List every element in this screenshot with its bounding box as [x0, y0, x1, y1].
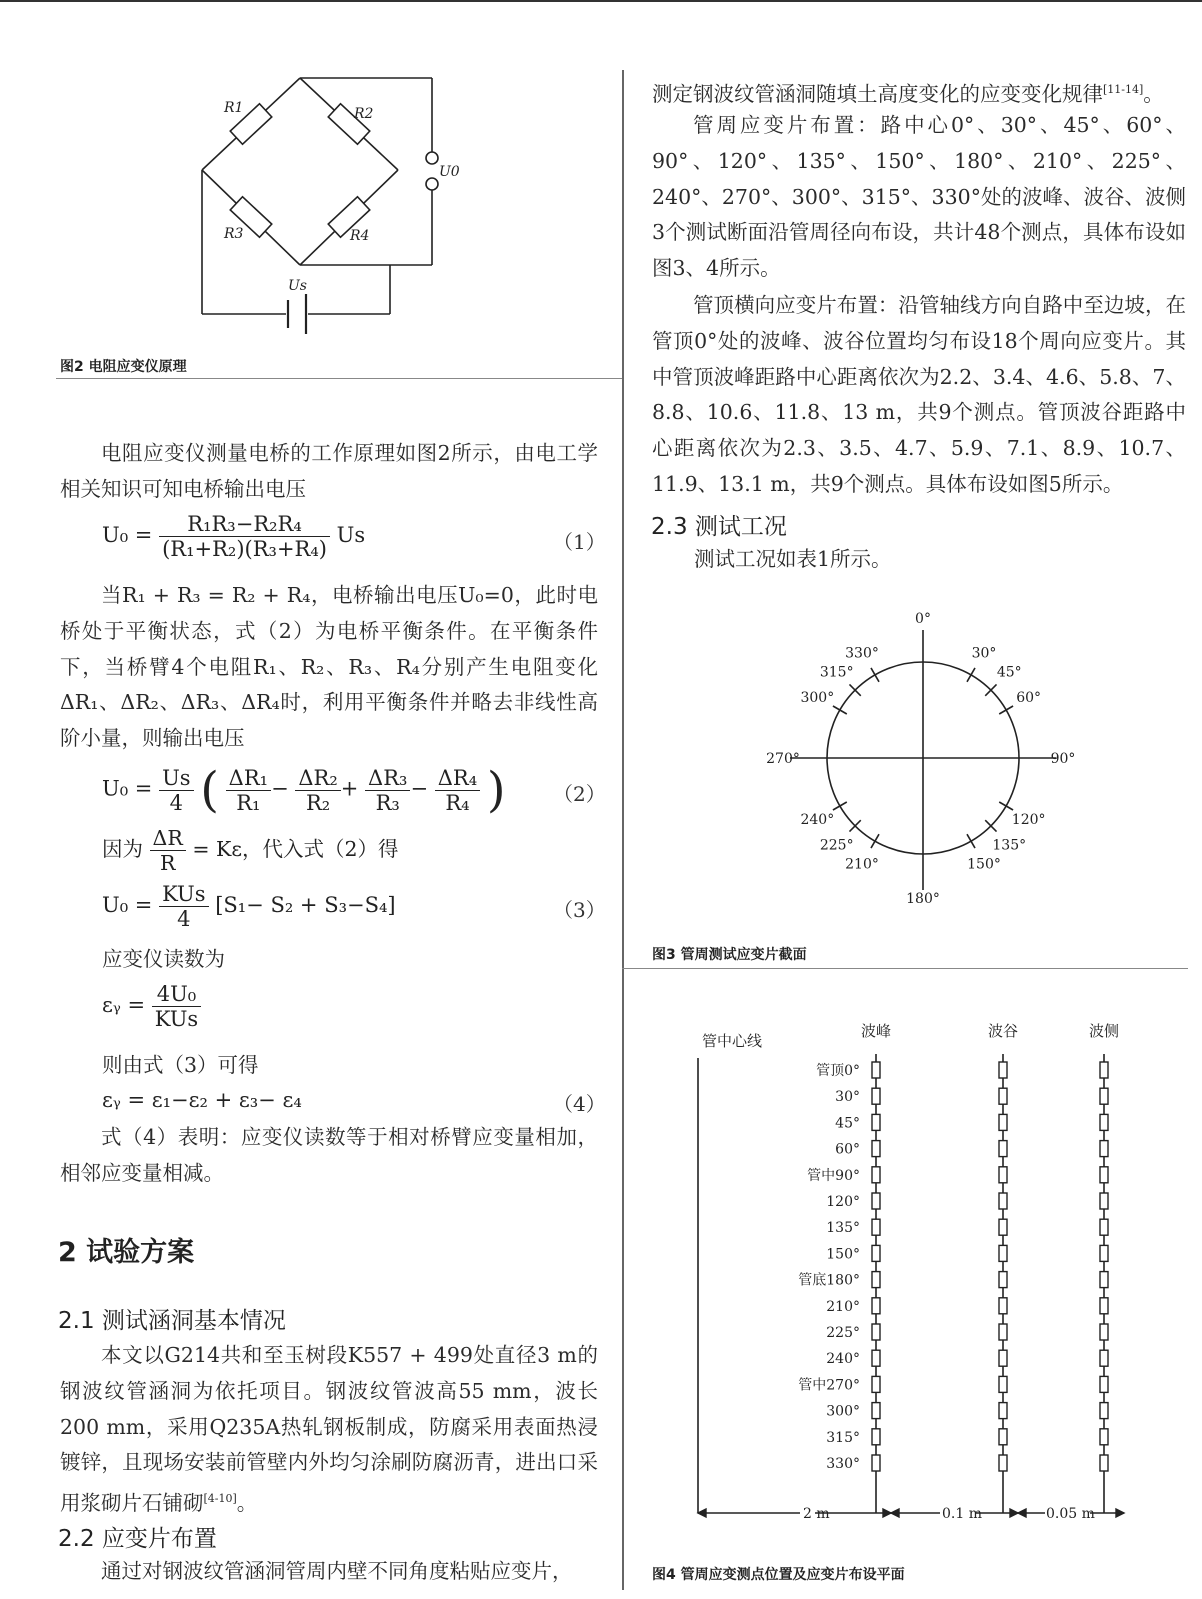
strain-gauge [872, 1429, 880, 1445]
strain-gauge [999, 1245, 1007, 1261]
angle-label: 90° [1050, 751, 1076, 767]
paragraph: 电阻应变仪测量电桥的工作原理如图2所示，由电工学相关知识可知电桥输出电压 [60, 441, 598, 501]
angle-label: 315° [819, 664, 854, 681]
gauge-tick [999, 706, 1013, 714]
row-label: 管底180° [798, 1272, 860, 1289]
strain-gauge [872, 1245, 880, 1261]
gauge-tick [967, 834, 975, 848]
because-line: 因为 $\frac{\Delta R}{R}$ = Kε，代入式（2）得 [102, 826, 399, 875]
label-r1: R1 [224, 100, 244, 116]
row-label: 150° [826, 1246, 860, 1263]
strain-gauge [1100, 1298, 1108, 1314]
label-r2: R2 [354, 106, 374, 122]
angle-label: 120° [1011, 812, 1046, 828]
label-r3: R3 [224, 226, 244, 242]
row-label: 300° [826, 1403, 860, 1420]
equation-3-number: （3） [553, 898, 606, 922]
strain-gauge [999, 1376, 1007, 1392]
angle-label: 0° [915, 611, 931, 627]
strain-gauge [872, 1141, 880, 1157]
angle-label: 60° [1016, 690, 1042, 706]
strain-gauge [999, 1429, 1007, 1445]
column-header: 波侧 [1088, 1022, 1120, 1040]
strain-gauge [872, 1088, 880, 1104]
strain-gauge [872, 1272, 880, 1288]
dim-0.1m: 0.1 m [942, 1506, 982, 1520]
row-label: 120° [826, 1194, 860, 1210]
subsection-heading-2-3: 2.3 测试工况 [651, 514, 787, 540]
row-label: 管中270° [798, 1377, 860, 1394]
figure-4-gauge-layout [680, 1020, 1180, 1520]
strain-gauge [1100, 1324, 1108, 1340]
axis-label: 管中心线 [702, 1032, 763, 1050]
strain-gauge [1100, 1429, 1108, 1445]
strain-gauge [872, 1219, 880, 1235]
strain-gauge [999, 1141, 1007, 1157]
figure-3-rule [622, 968, 1188, 969]
strain-gauge [872, 1167, 880, 1183]
angle-label: 240° [800, 812, 835, 828]
paragraph: 通过对钢波纹管涵洞管周内壁不同角度粘贴应变片， [101, 1559, 573, 1583]
row-label: 135° [826, 1220, 860, 1237]
paragraph: 当R₁ + R₃ = R₂ + R₄，电桥输出电压U₀=0，此时电桥处于平衡状态，式（2）为电桥平衡条件。在平衡条件下，当桥臂4个电阻R₁、R₂、R₃、R₄分别产生电阻变化ΔR₁、ΔR₂、ΔR₃、ΔR₄时，利用平衡条件并略去非线性高阶小量，则输出电压 [60, 583, 598, 751]
row-label: 240° [826, 1351, 860, 1368]
strain-gauge [999, 1193, 1007, 1209]
figure-3-strain-gauge-section [760, 610, 1100, 910]
row-label: 管顶0° [816, 1063, 860, 1079]
paragraph: 则由式（3）可得 [102, 1053, 259, 1077]
strain-gauge [872, 1062, 880, 1078]
row-label: 45° [835, 1115, 860, 1132]
strain-gauge [999, 1350, 1007, 1366]
strain-gauge [872, 1403, 880, 1419]
row-label: 管中90° [807, 1167, 860, 1184]
column-header: 波谷 [987, 1022, 1019, 1040]
figure-2-bridge-circuit [190, 70, 460, 350]
dim-2m: 2 m [803, 1506, 830, 1520]
paragraph: 管周应变片布置：路中心0°、30°、45°、60°、90°、120°、135°、150°、180°、210°、225°、240°、270°、300°、315°、330°处的波峰、波谷、波侧3个测试断面沿管周径向布设，共计48个测点，具体布设如图3、4所示。 [652, 113, 1186, 281]
figure-4-caption: 图4 管周应变测点位置及应变片布设平面 [652, 1567, 905, 1583]
strain-gauge [872, 1324, 880, 1340]
equation-2: U₀ = $\frac{Us}{4}$ ( $\frac{\text{ΔR₁}}{\text{R₁}}$ − $\frac{\text{ΔR₂}}{\text{R₂}}$ + $\frac{\text{ΔR₃}}{\text{R₃}}$ − $\frac{\text{ΔR₄}}{\text{R₄}}$ ) [102, 762, 506, 818]
column-header: 波峰 [860, 1022, 892, 1040]
figure-2-caption: 图2 电阻应变仪原理 [60, 359, 187, 375]
column-divider [622, 70, 624, 1590]
strain-gauge [872, 1298, 880, 1314]
strain-gauge [872, 1455, 880, 1471]
strain-gauge [872, 1114, 880, 1130]
angle-label: 150° [967, 856, 1001, 873]
strain-gauge [1100, 1219, 1108, 1235]
strain-gauge [999, 1272, 1007, 1288]
strain-gauge [1100, 1403, 1108, 1419]
strain-gauge [999, 1219, 1007, 1235]
strain-gauge [999, 1455, 1007, 1471]
strain-gauge [999, 1088, 1007, 1104]
label-r4: R4 [350, 228, 370, 244]
strain-gauge [999, 1167, 1007, 1183]
row-label: 330° [826, 1456, 860, 1472]
strain-gauge [999, 1114, 1007, 1130]
angle-label: 180° [906, 891, 940, 907]
angle-label: 330° [845, 645, 879, 662]
row-label: 30° [835, 1089, 860, 1106]
equation-1-number: （1） [553, 530, 606, 554]
paragraph: 本文以G214共和至玉树段K557 + 499处直径3 m的钢波纹管涵洞为依托项目。钢波纹管波高55 mm，波长200 mm，采用Q235A热轧钢板制成，防腐采用表面热浸镀锌，且现场安装前管壁内外均匀涂刷防腐沥青，进出口采用浆砌片石铺砌[4-10]。 [60, 1343, 598, 1516]
strain-gauge [1100, 1114, 1108, 1130]
strain-gauge [872, 1376, 880, 1392]
label-us: Us [288, 278, 307, 294]
angle-label: 300° [800, 690, 835, 706]
gauge-tick [833, 706, 847, 714]
row-label: 210° [826, 1298, 860, 1315]
figure-3-caption: 图3 管周测试应变片截面 [652, 947, 807, 963]
gauge-tick [967, 668, 975, 682]
paragraph: 测定钢波纹管涵洞随填土高度变化的应变变化规律[11-14]。 [652, 81, 1164, 106]
paragraph: 应变仪读数为 [102, 947, 225, 971]
strain-gauge [999, 1324, 1007, 1340]
figure-2-rule [56, 378, 622, 379]
strain-gauge [1100, 1141, 1108, 1157]
angle-label: 270° [766, 751, 800, 767]
subsection-heading-2-1: 2.1 测试涵洞基本情况 [58, 1308, 286, 1334]
strain-gauge [872, 1193, 880, 1209]
equation-2-number: （2） [553, 782, 606, 806]
gauge-tick [999, 802, 1013, 810]
angle-label: 135° [992, 837, 1027, 854]
strain-gauge [1100, 1167, 1108, 1183]
strain-gauge [1100, 1193, 1108, 1209]
top-border [0, 0, 1202, 2]
row-label: 60° [835, 1141, 860, 1158]
paragraph: 测试工况如表1所示。 [694, 547, 892, 571]
equation-3: U₀ = $\frac{\text{KUs}}{4}$ [S₁− S₂ + S₃−S₄] [102, 882, 396, 931]
strain-gauge [1100, 1350, 1108, 1366]
gauge-tick [833, 802, 847, 810]
equation-4-number: （4） [553, 1092, 606, 1116]
equation-4: εᵧ = ε₁−ε₂ + ε₃− ε₄ [102, 1088, 302, 1112]
strain-gauge [1100, 1245, 1108, 1261]
strain-gauge [1100, 1062, 1108, 1078]
strain-gauge [999, 1062, 1007, 1078]
strain-gauge [1100, 1272, 1108, 1288]
strain-gauge [1100, 1088, 1108, 1104]
angle-label: 45° [996, 664, 1022, 681]
gauge-tick [871, 834, 879, 848]
angle-label: 210° [845, 856, 879, 873]
gauge-tick [871, 668, 879, 682]
strain-gauge [999, 1403, 1007, 1419]
strain-gauge [1100, 1376, 1108, 1392]
strain-gauge [872, 1350, 880, 1366]
section-heading-2: 2 试验方案 [58, 1237, 195, 1268]
angle-label: 30° [971, 645, 997, 662]
angle-label: 225° [819, 837, 854, 854]
strain-gauge [1100, 1455, 1108, 1471]
dim-0.05m: 0.05 m [1046, 1506, 1095, 1520]
paragraph: 式（4）表明：应变仪读数等于相对桥臂应变量相加，相邻应变量相减。 [60, 1125, 598, 1185]
paragraph: 管顶横向应变片布置：沿管轴线方向自路中至边坡，在管顶0°处的波峰、波谷位置均匀布设18个周向应变片。其中管顶波峰距路中心距离依次为2.2、3.4、4.6、5.8、7、8.8、10.6、11.8、13 m，共9个测点。管顶波谷距路中心距离依次为2.3、3.5、4.7、5.9、7.1、8.9、10.7、11.9、13.1 m，共9个测点。具体布设如图5所示。 [652, 293, 1186, 496]
label-u0: U0 [439, 164, 460, 180]
subsection-heading-2-2: 2.2 应变片布置 [58, 1526, 217, 1552]
row-label: 225° [826, 1325, 860, 1341]
row-label: 315° [826, 1429, 860, 1446]
equation-1: U₀ = $\frac{\text{R₁R₃−R₂R₄}}{\text{(R₁+R₂)(R₃+R₄)}}$ Us [102, 512, 366, 561]
equation-epsilon: εᵧ = $\frac{\text{4U₀}}{\text{KUs}}$ [102, 982, 201, 1031]
strain-gauge [999, 1298, 1007, 1314]
